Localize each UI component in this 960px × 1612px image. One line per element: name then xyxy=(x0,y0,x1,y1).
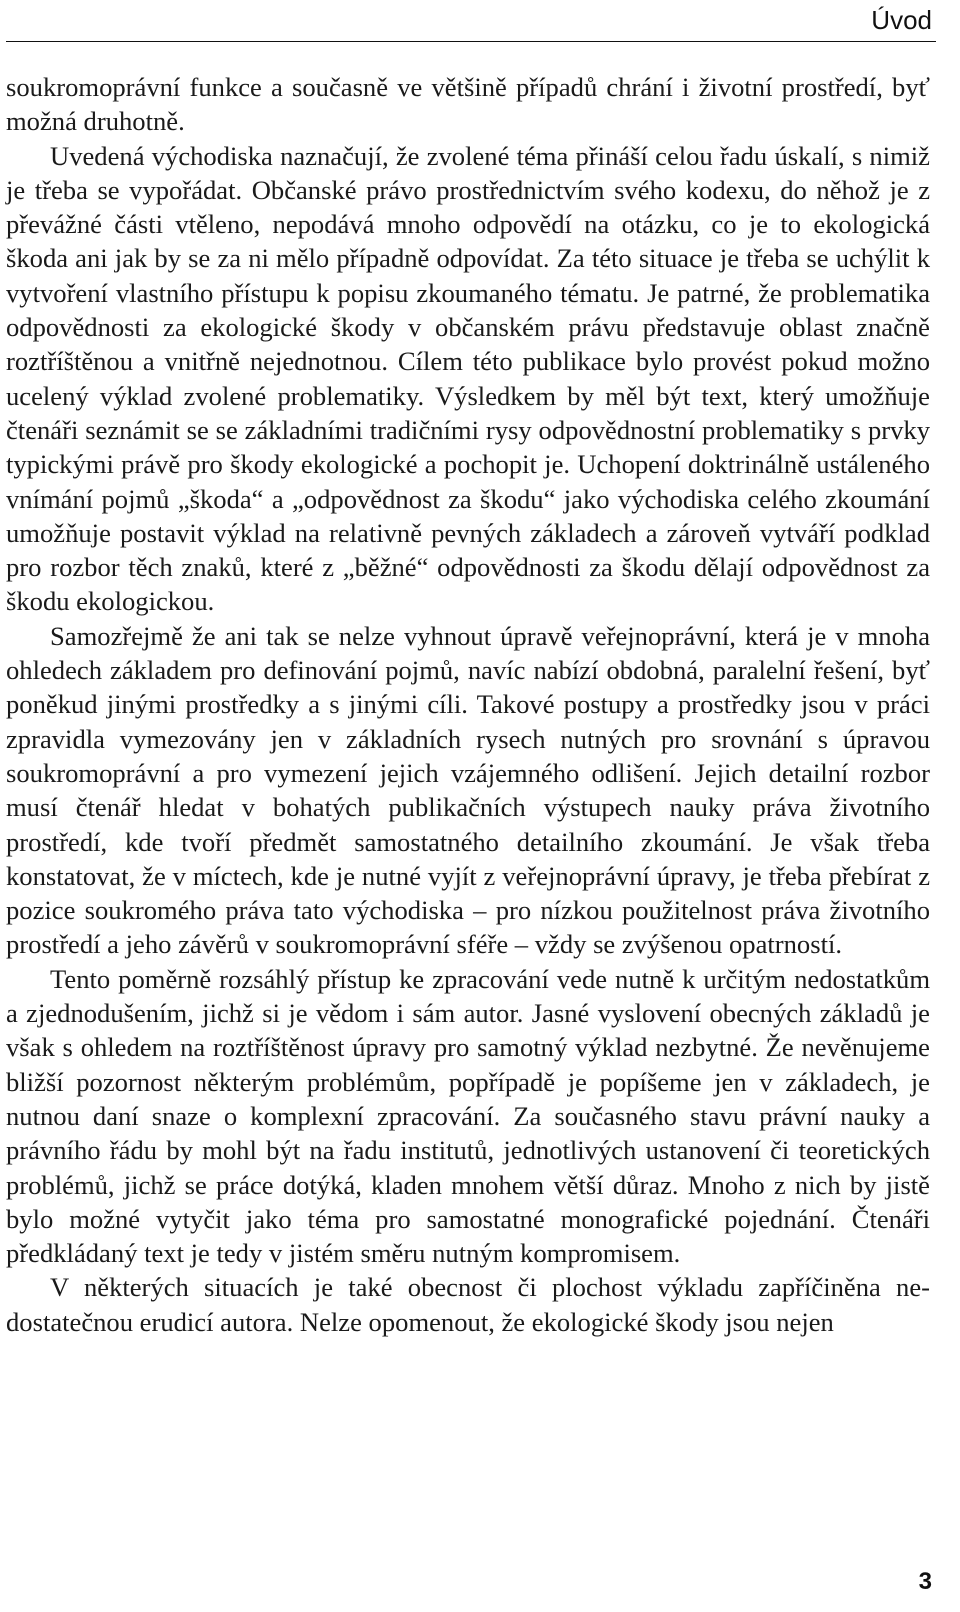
paragraph-continued: soukromoprávní funkce a současně ve většině případů chrání i životní prostředí, byť možná druhotně. xyxy=(6,72,930,137)
header-rule xyxy=(6,41,936,42)
paragraph: V některých situacích je také obecnost či plochost výkladu zapříčiněna nedostatečnou erudicí autora. Nelze opomenout, že ekologické škody jsou nejen xyxy=(6,1272,930,1337)
body-text xyxy=(6,70,930,1339)
running-header-title: Úvod xyxy=(871,5,932,35)
page-number: 3 xyxy=(918,1568,932,1595)
paragraph: Uvedená východiska naznačují, že zvolené téma přináší celou řadu úskalí, s nimiž je třeba se vypořádat. Občanské právo prostřednictvím svého kodexu, do něhož je z převážné části vtěleno, nepodává mnoho odpovědí na otázku, co je to ekologická škoda ani jak by se za ni mělo případně odpovídat. Za této situace je třeba se uchýlit k vytvoření vlastního přístupu k popisu zkoumaného tématu. Je patrné, že problematika odpovědnosti za ekologické škody v občanském právu představuje oblast značně roztříštěnou a vnitřně nejednotnou. Cílem této publikace bylo provést pokud možno ucelený výklad zvolené problematiky. Výsledkem by měl být text, který umožňuje čtenáři seznámit se se základními tradičními rysy odpovědnostní problematiky s prvky typickými právě pro škody ekologické a pochopit je. Uchopení doktrinálně ustáleného vnímání pojmů „škoda“ a „odpovědnost za škodu“ jako východiska celého zkoumání umožňuje postavit výklad na relativně pevných základech a zároveň vytváří podklad pro rozbor těch znaků, které z „běžné“ odpovědnosti za škodu dělají odpovědnost za škodu ekologickou. xyxy=(6,140,930,617)
paragraph: Samozřejmě že ani tak se nelze vyhnout úpravě veřejnoprávní, která je v mnoha ohledech základem pro definování pojmů, navíc nabízí obdobná, paralelní řešení, byť poněkud jinými prostředky a s jinými cíli. Takové postupy a prostředky jsou v práci zpravidla vymezovány jen v základních rysech nutných pro srovnání s úpravou soukromoprávní a pro vymezení jejich vzájemného odlišení. Jejich detailní rozbor musí čtenář hledat v bohatých publikačních výstupech nauky práva životního prostředí, kde tvoří předmět samostatného detailního zkoumání. Je však třeba konstatovat, že v míctech, kde je nutné vyjít z veřejnoprávní úpravy, je třeba přebírat z pozice soukromého práva tato východiska – pro nízkou použitelnost práva životního prostředí a jeho závěrů v soukromoprávní sféře – vždy se zvýšenou opatrností. xyxy=(6,620,930,960)
paragraph: Tento poměrně rozsáhlý přístup ke zpracování vede nutně k určitým nedostatkům a zjednodušením, jichž si je vědom i sám autor. Jasné vyslovení obecných základů je však s ohledem na roztříštěnost úpravy pro samotný výklad nezbytné. Že nevěnujeme bližší pozornost některým problémům, popřípadě je popíšeme jen v základech, je nutnou daní snaze o komplexní zpracování. Za současného stavu právní nauky a právního řádu by mohl být na řadu institutů, jednotlivých ustanovení či teoretických problémů, jichž se práce dotýká, kladen mnohem větší důraz. Mnoho z nich by jistě bylo možné vytyčit jako téma pro samostatné monografické pojednání. Čtenáři předkládaný text je tedy v jistém směru nutným kompromisem. xyxy=(6,963,930,1269)
